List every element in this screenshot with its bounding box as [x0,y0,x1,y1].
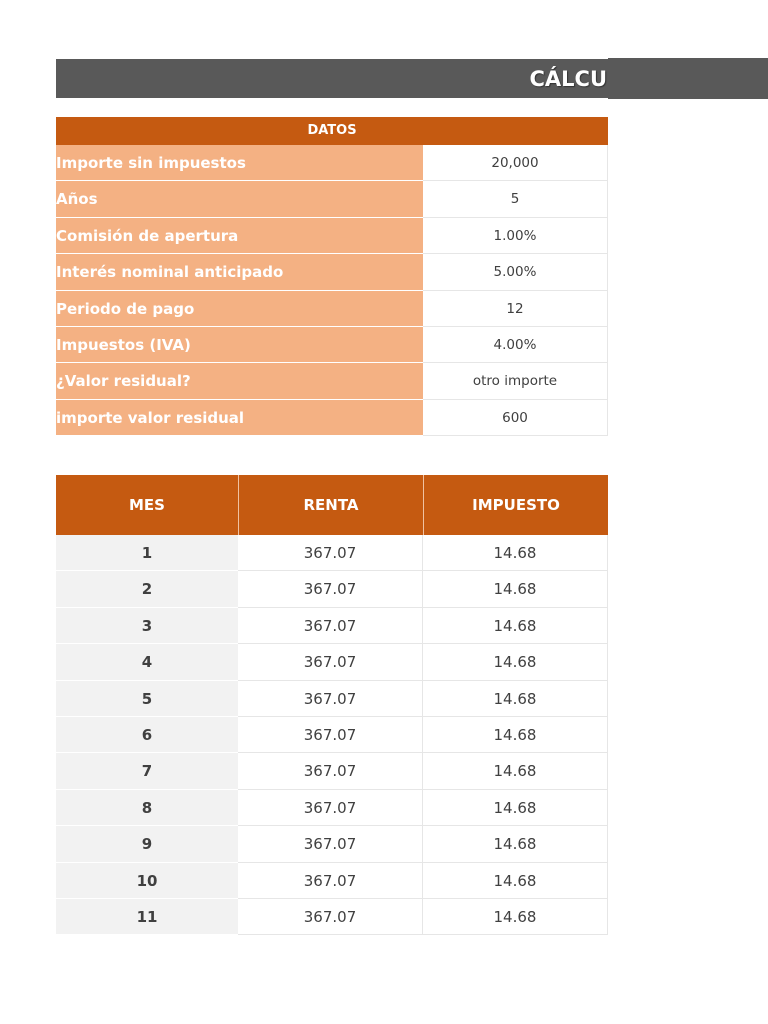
datos-value[interactable]: 5 [423,181,608,217]
cell-impuesto[interactable]: 14.68 [423,790,608,826]
datos-value[interactable]: 600 [423,400,608,436]
table-row [56,535,608,571]
datos-label: Importe sin impuestos [56,145,423,181]
datos-value[interactable]: 4.00% [423,327,608,363]
cell-mes[interactable]: 7 [56,753,238,789]
datos-value[interactable]: otro importe [423,363,608,399]
datos-value[interactable]: 20,000 [423,145,608,181]
cell-mes[interactable]: 9 [56,826,238,862]
cell-impuesto[interactable]: 14.68 [423,571,608,607]
datos-row [56,327,608,363]
cell-renta[interactable]: 367.07 [238,753,423,789]
cell-renta[interactable]: 367.07 [238,790,423,826]
datos-value[interactable]: 1.00% [423,218,608,254]
datos-rows [56,145,608,436]
cell-mes[interactable]: 3 [56,608,238,644]
datos-label: Periodo de pago [56,291,423,327]
datos-label: Interés nominal anticipado [56,254,423,290]
title-bar-extension [608,58,768,99]
cell-impuesto[interactable]: 14.68 [423,863,608,899]
datos-row [56,181,608,217]
datos-label: importe valor residual [56,400,423,436]
table-row [56,899,608,935]
datos-label: Comisión de apertura [56,218,423,254]
page-title: CÁLCU [529,67,607,91]
cell-mes[interactable]: 10 [56,863,238,899]
cell-mes[interactable]: 2 [56,571,238,607]
table-row [56,717,608,753]
table-row [56,826,608,862]
datos-value[interactable]: 5.00% [423,254,608,290]
cell-impuesto[interactable]: 14.68 [423,753,608,789]
datos-row [56,363,608,399]
cell-impuesto[interactable]: 14.68 [423,644,608,680]
datos-header: DATOS [56,117,608,145]
cell-renta[interactable]: 367.07 [238,571,423,607]
datos-label: Impuestos (IVA) [56,327,423,363]
cell-renta[interactable]: 367.07 [238,899,423,935]
payments-header-row [56,475,608,535]
datos-row [56,400,608,436]
header-renta: RENTA [238,475,423,535]
title-bar [56,59,608,98]
table-row [56,863,608,899]
header-mes: MES [129,496,165,514]
payments-table [56,475,608,935]
cell-renta[interactable]: 367.07 [238,717,423,753]
cell-impuesto[interactable]: 14.68 [423,535,608,571]
datos-value[interactable]: 12 [423,291,608,327]
cell-impuesto[interactable]: 14.68 [423,899,608,935]
cell-mes[interactable]: 8 [56,790,238,826]
cell-renta[interactable]: 367.07 [238,535,423,571]
table-row [56,571,608,607]
datos-table [56,117,608,436]
table-row [56,644,608,680]
datos-label: ¿Valor residual? [56,363,423,399]
table-row [56,753,608,789]
cell-impuesto[interactable]: 14.68 [423,681,608,717]
datos-label: Años [56,181,423,217]
cell-renta[interactable]: 367.07 [238,826,423,862]
datos-row [56,291,608,327]
cell-renta[interactable]: 367.07 [238,608,423,644]
datos-row [56,218,608,254]
cell-impuesto[interactable]: 14.68 [423,608,608,644]
datos-row [56,145,608,181]
cell-mes[interactable]: 11 [56,899,238,935]
table-row [56,790,608,826]
cell-impuesto[interactable]: 14.68 [423,717,608,753]
cell-impuesto[interactable]: 14.68 [423,826,608,862]
cell-mes[interactable]: 4 [56,644,238,680]
cell-mes[interactable]: 5 [56,681,238,717]
cell-renta[interactable]: 367.07 [238,644,423,680]
header-impuesto: IMPUESTO [423,475,608,535]
payments-rows [56,535,608,935]
datos-row [56,254,608,290]
cell-renta[interactable]: 367.07 [238,863,423,899]
cell-mes[interactable]: 1 [56,535,238,571]
table-row [56,681,608,717]
cell-renta[interactable]: 367.07 [238,681,423,717]
table-row [56,608,608,644]
cell-mes[interactable]: 6 [56,717,238,753]
